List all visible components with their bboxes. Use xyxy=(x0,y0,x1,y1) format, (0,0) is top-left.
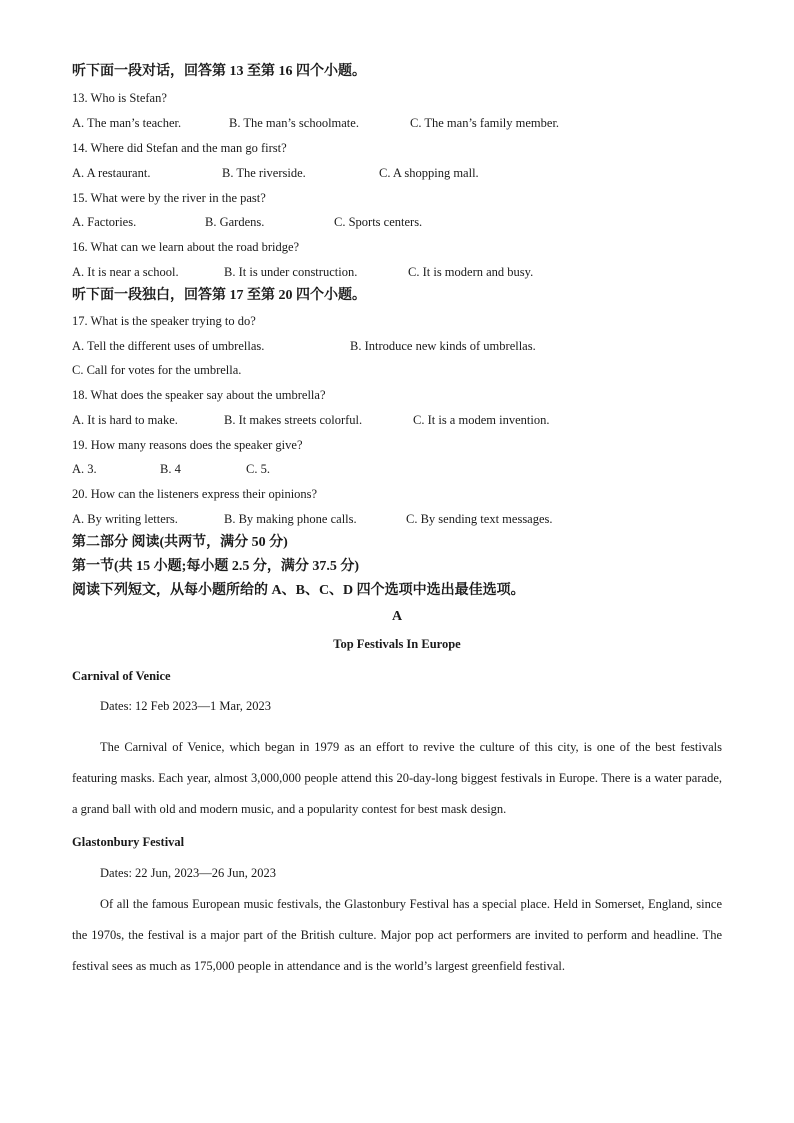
passage-letter: A xyxy=(391,609,403,624)
question-16: 16. What can we learn about the road bridge? xyxy=(72,240,300,254)
option-a: A. 3. xyxy=(72,462,97,476)
festival-name-venice: Carnival of Venice xyxy=(72,669,171,683)
option-b: B. The man’s schoolmate. xyxy=(229,116,359,130)
passage-title: Top Festivals In Europe xyxy=(333,637,461,651)
option-b: B. 4 xyxy=(160,462,181,476)
option-a: A. Tell the different uses of umbrellas. xyxy=(72,339,265,353)
option-c: C. It is modern and busy. xyxy=(408,265,534,279)
option-a: A. The man’s teacher. xyxy=(72,116,182,130)
festival-name-glastonbury: Glastonbury Festival xyxy=(72,835,185,849)
option-c: C. A shopping mall. xyxy=(379,166,479,180)
option-a: A. It is hard to make. xyxy=(72,413,178,427)
question-13: 13. Who is Stefan? xyxy=(72,91,167,105)
option-c: C. The man’s family member. xyxy=(410,116,560,130)
festival-dates-glastonbury: Dates: 22 Jun, 2023—26 Jun, 2023 xyxy=(100,866,277,880)
question-15: 15. What were by the river in the past? xyxy=(72,191,266,205)
option-a: A. By writing letters. xyxy=(72,512,178,526)
option-a: A. A restaurant. xyxy=(72,166,151,180)
festival-text-glastonbury: Of all the famous European music festivals, the Glastonbury Festival has a special place. Held in Somerset, England, since the 1970s, the festival is a major part of the British culture. Major pop act performers are invited to perform and headline. The festival sees as much as 175,000 people in attendance and is the world’s largest greenfield festival. xyxy=(72,897,722,973)
option-a: A. Factories. xyxy=(72,215,137,229)
section-title-17-20: 听下面一段独白，回答第 17 至第 20 四个小题。 xyxy=(72,288,366,303)
option-b: B. It makes streets colorful. xyxy=(224,413,363,427)
option-c: C. 5. xyxy=(246,462,270,476)
option-b: B. Gardens. xyxy=(205,215,265,229)
option-c: C. Sports centers. xyxy=(334,215,423,229)
question-20: 20. How can the listeners express their opinions? xyxy=(72,487,318,501)
section-title-13-16: 听下面一段对话，回答第 13 至第 16 四个小题。 xyxy=(72,64,366,79)
festival-text-venice: The Carnival of Venice, which began in 1979 as an effort to revive the culture of this city, is one of the best festivals featuring masks. Each year, almost 3,000,000 people attend this 20-day-long biggest festivals in Europe. There is a water parade, a grand ball with old and modern music, and a popularity contest for best mask design. xyxy=(72,740,722,816)
option-b: B. Introduce new kinds of umbrellas. xyxy=(350,339,536,353)
section-one-title: 第一节(共 15 小题;每小题 2.5 分，满分 37.5 分) xyxy=(72,559,359,574)
option-c: C. It is a modem invention. xyxy=(413,413,550,427)
question-17-option-c: C. Call for votes for the umbrella. xyxy=(72,363,242,377)
question-18: 18. What does the speaker say about the umbrella? xyxy=(72,388,326,402)
question-14: 14. Where did Stefan and the man go first? xyxy=(72,141,287,155)
option-b: B. The riverside. xyxy=(222,166,306,180)
festival-dates-venice: Dates: 12 Feb 2023—1 Mar, 2023 xyxy=(100,699,272,713)
option-b: B. By making phone calls. xyxy=(224,512,357,526)
reading-instruction: 阅读下列短文，从每小题所给的 A、B、C、D 四个选项中选出最佳选项。 xyxy=(72,583,525,598)
part-two-title: 第二部分 阅读(共两节，满分 50 分) xyxy=(72,535,288,550)
question-17: 17. What is the speaker trying to do? xyxy=(72,314,256,328)
question-19: 19. How many reasons does the speaker give? xyxy=(72,438,303,452)
option-c: C. By sending text messages. xyxy=(406,512,553,526)
option-a: A. It is near a school. xyxy=(72,265,179,279)
option-b: B. It is under construction. xyxy=(224,265,358,279)
